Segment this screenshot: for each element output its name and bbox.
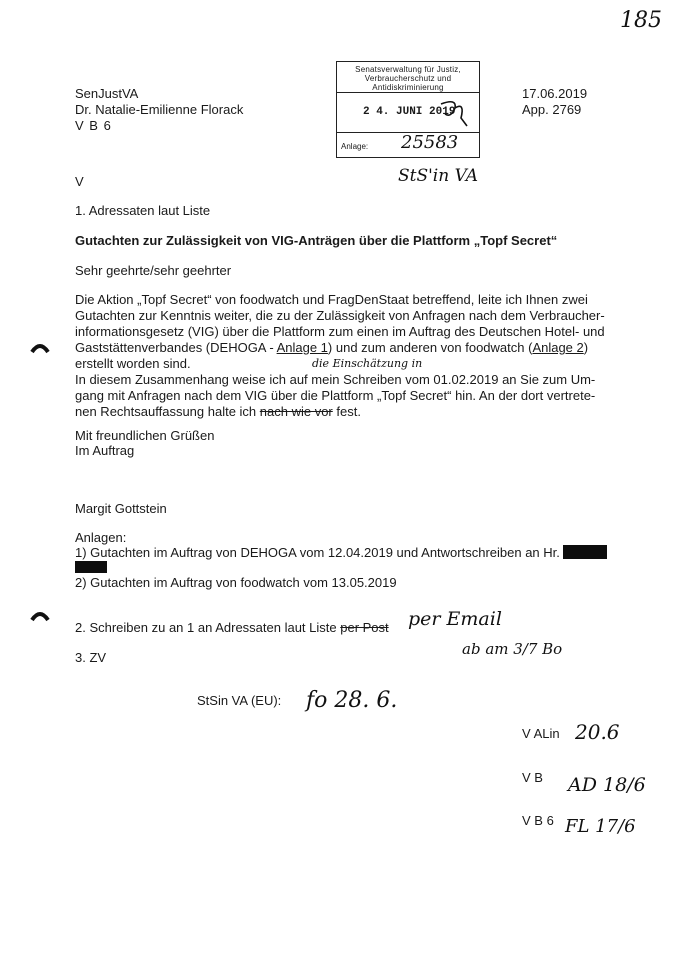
stamp-line-1: Senatsverwaltung für Justiz,: [355, 65, 461, 74]
stamp-line-3: Antidiskriminierung: [372, 83, 444, 92]
body-line-4: [75, 340, 615, 356]
closing-im-auftrag: Im Auftrag: [75, 443, 135, 458]
signer-name: Margit Gottstein: [75, 501, 167, 516]
anlage-item-2: 2) Gutachten im Auftrag von foodwatch vom 13.05.2019: [75, 575, 397, 590]
body-line-6: In diesem Zusammenhang weise ich auf mein Schreiben vom 01.02.2019 an Sie zum Um-: [75, 372, 596, 387]
body-line-8b: fest.: [332, 404, 361, 419]
closing-greeting: Mit freundlichen Grüßen: [75, 428, 215, 443]
sender-name: Dr. Natalie-Emilienne Florack: [75, 102, 244, 117]
approval-hand-valin: 20.6: [575, 720, 620, 744]
approval-label-valin: V ALin: [522, 726, 560, 741]
receipt-stamp: [336, 61, 480, 158]
item-2-struck: per Post: [340, 620, 389, 635]
stsin-label: StSin VA (EU):: [197, 693, 282, 708]
redaction-bar-2: [75, 561, 107, 573]
handwritten-stsin-note: StS'in VA: [398, 166, 478, 186]
item-2-text: 2. Schreiben zu an 1 an Adressaten laut Liste: [75, 620, 341, 635]
handwritten-sent-note: ab am 3/7 Bo: [462, 640, 563, 658]
punch-hole-mark-bottom: [30, 608, 50, 622]
stamp-date: 2 4. JUNI 2019: [363, 106, 456, 118]
phone-extension: App. 2769: [522, 102, 582, 117]
approval-label-vb: V B: [522, 770, 543, 785]
anlage-item-1: 1) Gutachten im Auftrag von DEHOGA vom 12.04.2019 und Antwortschreiben an Hr.: [75, 545, 560, 560]
redaction-bar-1: [563, 545, 607, 559]
stamp-line-2: Verbraucherschutz und: [364, 74, 452, 83]
letter-date: 17.06.2019: [522, 86, 588, 101]
anlagen-heading: Anlagen:: [75, 530, 127, 545]
body-line-1: Die Aktion „Topf Secret“ von foodwatch und FragDenStaat betreffend, leite ich Ihnen zwei: [75, 292, 588, 307]
approval-hand-vb6: FL 17/6: [565, 816, 636, 837]
handwritten-per-email: per Email: [408, 608, 502, 630]
body-line-4a: Gaststättenverbandes (DEHOGA -: [75, 340, 277, 355]
stamp-anlage-label: Anlage:: [341, 142, 369, 151]
stamp-divider: [337, 92, 479, 93]
anlage-2-reference: Anlage 2: [532, 340, 584, 355]
sender-dept: V B 6: [75, 118, 112, 133]
body-line-2: Gutachten zur Kenntnis weiter, die zu der Zulässigkeit von Anfragen nach dem Verbraucher-: [75, 308, 605, 323]
item-1: 1. Adressaten laut Liste: [75, 203, 211, 218]
page-number: 185: [620, 8, 662, 33]
item-3: 3. ZV: [75, 650, 107, 665]
stamp-anlage-value: 25583: [401, 132, 459, 153]
anlage-1-reference: Anlage 1: [276, 340, 328, 355]
handwritten-insertion: die Einschätzung in: [312, 357, 423, 370]
body-line-4c: ): [583, 340, 589, 355]
stsin-handwritten-initials: fo 28. 6.: [306, 688, 398, 713]
struck-text: nach wie vor: [259, 404, 333, 419]
body-line-5: erstellt worden sind.: [75, 356, 191, 371]
salutation: Sehr geehrte/sehr geehrter: [75, 263, 232, 278]
punch-hole-mark-top: [30, 340, 50, 354]
body-line-8: [75, 404, 615, 420]
body-line-4b: ) und zum anderen von foodwatch (: [327, 340, 533, 355]
body-line-7: gang mit Anfragen nach dem VIG über die Plattform „Topf Secret“ hin. An der dort vertrete-: [75, 388, 596, 403]
body-line-8a: nen Rechtsauffassung halte ich: [75, 404, 260, 419]
sender-org: SenJustVA: [75, 86, 139, 101]
subject-line: Gutachten zur Zulässigkeit von VIG-Anträgen über die Plattform „Topf Secret“: [75, 233, 558, 248]
approval-label-vb6: V B 6: [522, 813, 554, 828]
stamp-signature-mark: [437, 96, 477, 130]
approval-hand-vb: AD 18/6: [568, 774, 646, 796]
item-2: [75, 620, 389, 635]
body-line-3: informationsgesetz (VIG) über die Plattform zum einen im Auftrag des Deutschen Hotel- und: [75, 324, 605, 339]
v-mark: V: [75, 174, 84, 189]
